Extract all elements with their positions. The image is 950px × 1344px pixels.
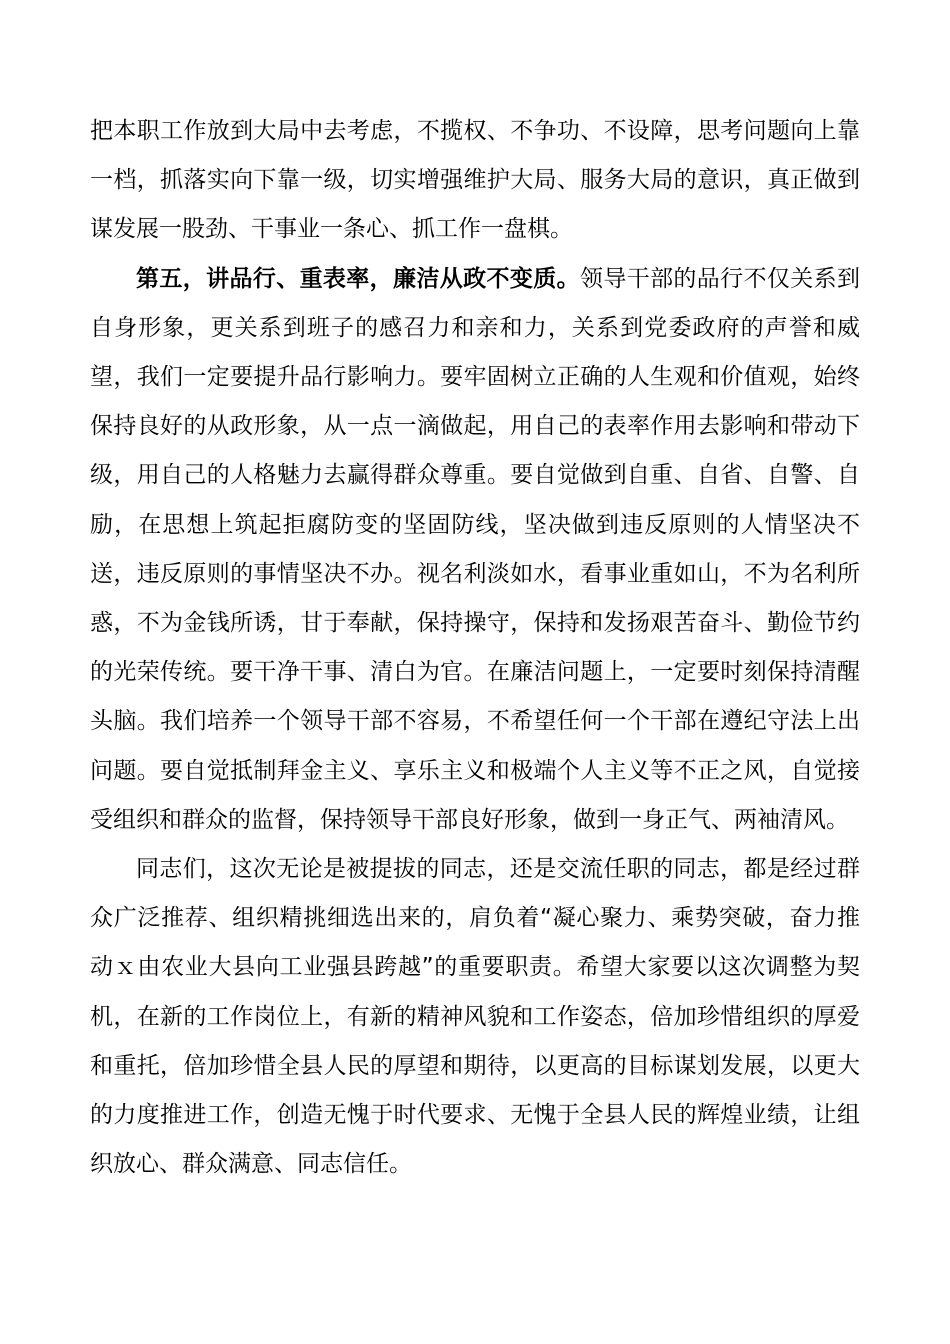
paragraph-text: 领导干部的品行不仅关系到自身形象，更关系到班子的感召力和亲和力，关系到党委政府的声誉和威望，我们一定要提升品行影响力。要牢固树立正确的人生观和价值观，始终保持良好的从政形象，从一点一滴做起，用自己的表率作用去影响和带动下级，用自己的人格魅力去赢得群众尊重。要自觉做到自重、自省、自警、自励，在思想上筑起拒腐防变的坚固防线，坚决做到违反原则的人情坚决不送，违反原则的事情坚决不办。视名利淡如水，看事业重如山，不为名利所惑，不为金钱所诱，甘于奉献，保持操守，保持和发扬艰苦奋斗、勤俭节约的光荣传统。要干净干事、清白为官。在廉洁问题上，一定要时刻保持清醒头脑。我们培养一个领导干部不容易，不希望任何一个干部在遵纪守法上出问题。要自觉抵制拜金主义、享乐主义和极端个人主义等不正之风，自觉接受组织和群众的监督，保持领导干部良好形象，做到一身正气、两袖清风。 (90, 265, 861, 833)
document-page (90, 107, 860, 1189)
paragraph-heading: 第五，讲品行、重表率，廉洁从政不变质。 (136, 265, 580, 292)
paragraph-closing (90, 845, 860, 1189)
paragraph-text: 同志们，这次无论是被提拔的同志，还是交流任职的同志，都是经过群众广泛推荐、组织精挑细选出来的，肩负着“凝心聚力、乘势突破，奋力推动ｘ由农业大县向工业强县跨越”的重要职责。希望大家要以这次调整为契机，在新的工作岗位上，有新的精神风貌和工作姿态，倍加珍惜组织的厚爱和重托，倍加珍惜全县人民的厚望和期待，以更高的目标谋划发展，以更大的力度推进工作，创造无愧于时代要求、无愧于全县人民的辉煌业绩，让组织放心、群众满意、同志信任。 (90, 856, 860, 1178)
paragraph-fifth-point (90, 255, 860, 845)
paragraph-text: 把本职工作放到大局中去考虑，不揽权、不争功、不设障，思考问题向上靠一档，抓落实向下靠一级，切实增强维护大局、服务大局的意识，真正做到谋发展一股劲、干事业一条心、抓工作一盘棋。 (90, 118, 860, 243)
paragraph-continuation (90, 107, 860, 255)
